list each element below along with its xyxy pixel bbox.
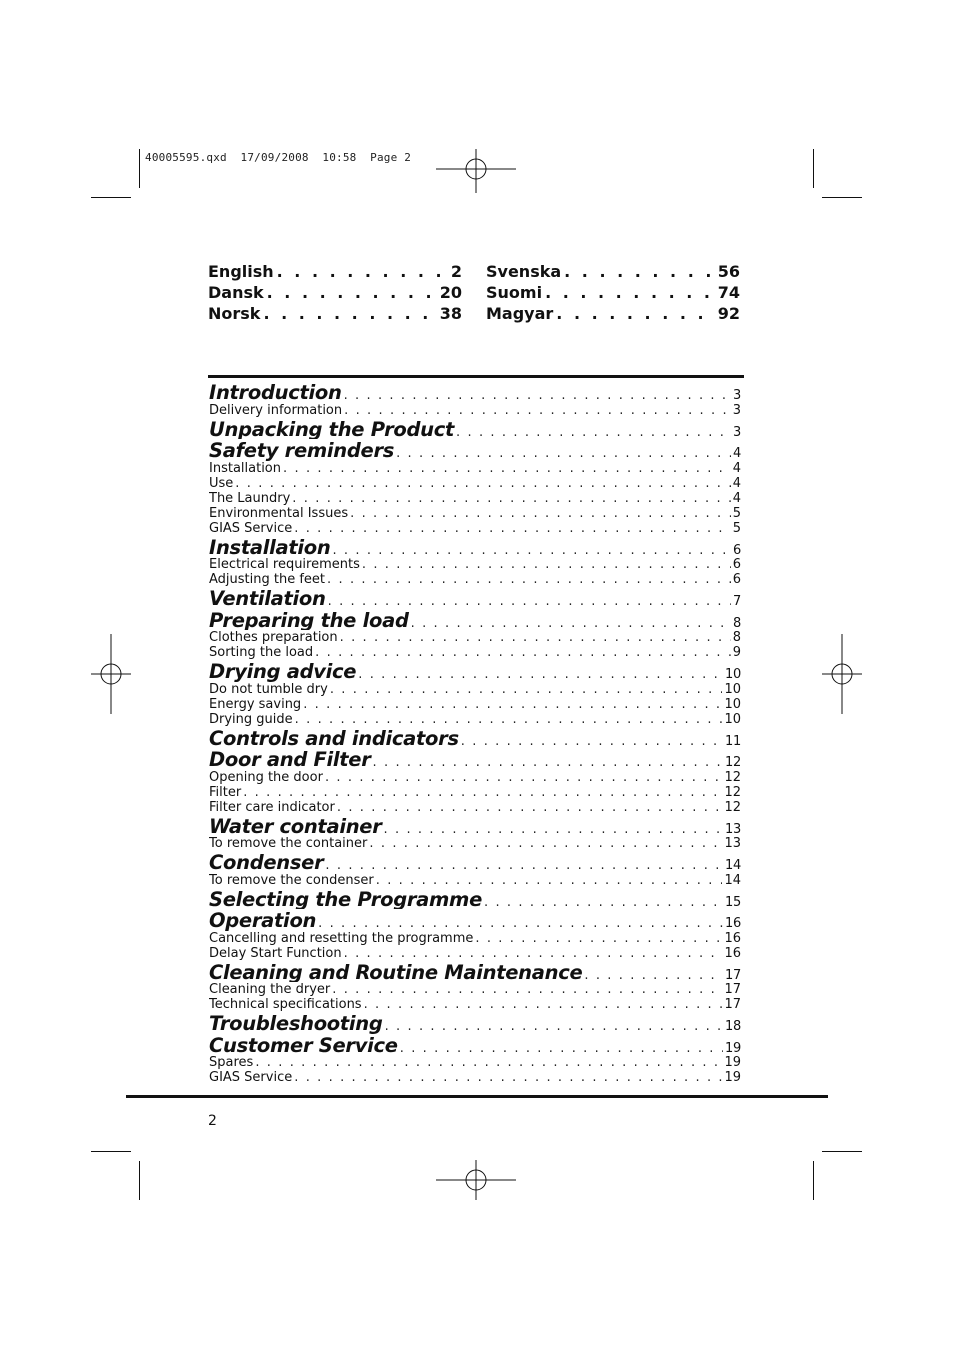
dot-leader [376,873,723,888]
crop-mark-bottom-right-horizontal [822,1151,862,1152]
crop-mark-bottom-left-horizontal [91,1151,131,1152]
toc-top-rule [208,375,744,378]
dot-leader [283,461,731,476]
toc-heading-entry[interactable] [209,1034,742,1056]
dot-leader [584,968,723,983]
dot-leader [461,734,723,749]
crop-mark-top-left-vertical [139,149,140,188]
toc-title: Installation [209,460,282,476]
language-entry[interactable] [486,283,740,304]
toc-page: 4 [732,490,741,506]
toc-sub-entry[interactable] [209,982,742,997]
crop-mark-top-right-vertical [813,149,814,188]
toc-title: Selecting the Programme [209,887,482,909]
dot-leader [243,785,722,800]
toc-page: 3 [732,402,741,418]
crop-mark-bottom-left-vertical [139,1161,140,1200]
dot-leader [332,543,731,558]
toc-page: 14 [725,858,741,873]
toc-page: 16 [724,930,741,946]
toc-page: 10 [724,681,741,697]
toc-title: Drying guide [209,711,293,727]
toc-title: Troubleshooting [209,1012,383,1034]
dot-leader [475,931,722,946]
dot-leader [411,616,731,631]
dot-leader [325,858,723,873]
dot-leader [545,283,715,302]
toc-page: 17 [724,982,741,997]
language-entry[interactable] [486,262,740,283]
language-name: Suomi [486,283,543,302]
toc-sub-entry[interactable] [209,403,742,418]
toc-page: 17 [724,997,741,1012]
dot-leader [400,1041,723,1056]
toc-title: Adjusting the feet [209,572,326,587]
footer-rule [126,1095,828,1098]
toc-title: Controls and indicators [209,726,459,748]
language-name: Norsk [208,304,261,323]
dot-leader [318,916,723,931]
dot-leader [484,895,723,910]
toc-heading-entry[interactable] [209,727,742,749]
dot-leader [364,997,723,1012]
crop-mark-bottom-right-vertical [813,1161,814,1200]
toc-sub-entry[interactable] [209,931,742,946]
toc-title: Do not tumble dry [209,681,328,697]
toc-title: Operation [209,909,317,931]
toc-sub-entry[interactable] [209,1070,742,1085]
toc-page: 19 [725,1040,741,1055]
registration-mark-left-icon [91,634,131,714]
language-name: Magyar [486,304,554,323]
language-page: 20 [439,283,462,302]
toc-page: 6 [733,542,741,557]
toc-title: Condenser [209,851,324,873]
dot-leader [327,572,731,587]
toc-heading-entry[interactable] [209,660,742,682]
toc-page: 10 [725,667,741,682]
toc-sub-entry[interactable] [209,630,742,645]
toc-page: 5 [732,520,741,536]
language-entry[interactable] [208,262,462,283]
toc-sub-entry[interactable] [209,997,742,1012]
toc-title: Preparing the load [209,608,409,630]
toc-page: 19 [724,1070,741,1085]
toc-heading-entry[interactable] [209,439,742,461]
toc-heading-entry[interactable] [209,748,742,770]
toc-title: Delivery information [209,402,343,418]
crop-mark-top-left-horizontal [91,197,131,198]
toc-page: 10 [724,711,741,727]
toc-sub-entry[interactable] [209,770,742,785]
dot-leader [295,712,723,727]
toc-title: Sorting the load [209,645,314,660]
toc-page: 12 [724,769,741,785]
toc-page: 13 [724,836,741,851]
dot-leader [303,697,722,712]
toc-title: To remove the container [209,836,368,851]
language-name: English [208,262,274,281]
language-name: Svenska [486,262,562,281]
toc-page: 8 [732,630,741,645]
dot-leader [373,755,724,770]
toc-page: 4 [732,460,741,476]
dot-leader [277,262,448,281]
toc-title: Filter [209,784,242,800]
dot-leader [362,557,731,572]
dot-leader [556,304,714,323]
dot-leader [564,262,715,281]
toc-heading-entry[interactable] [209,909,742,931]
toc-title: Opening the door [209,769,323,785]
dot-leader [255,1055,722,1070]
toc-title: Drying advice [209,660,357,682]
toc-page: 17 [725,967,741,982]
toc-title: To remove the condenser [209,872,374,888]
dot-leader [350,506,731,521]
dot-leader [384,822,724,837]
toc-page: 13 [725,821,741,836]
toc-sub-entry[interactable] [209,873,742,888]
language-index [208,262,740,325]
toc-sub-entry[interactable] [209,682,742,697]
language-page: 92 [717,304,740,323]
toc-page: 12 [724,784,741,800]
table-of-contents [209,381,742,1085]
registration-mark-top-icon [436,149,516,193]
toc-sub-entry[interactable] [209,1055,742,1070]
toc-title: Technical specifications [209,997,362,1012]
toc-sub-entry[interactable] [209,712,742,727]
dot-leader [328,594,731,609]
toc-title: Safety reminders [209,439,395,461]
toc-title: Introduction [209,381,342,403]
dot-leader [315,645,731,660]
language-page: 2 [450,262,462,281]
toc-page: 12 [724,799,741,815]
toc-title: Cleaning the dryer [209,982,331,997]
page-number: 2 [208,1113,217,1129]
dot-leader [292,491,730,506]
toc-page: 12 [725,755,741,770]
toc-title: Spares [209,1055,254,1070]
toc-sub-entry[interactable] [209,836,742,851]
toc-sub-entry[interactable] [209,476,742,491]
toc-page: 4 [733,446,741,461]
toc-page: 6 [732,557,741,572]
dot-leader [263,304,436,323]
toc-sub-entry[interactable] [209,491,742,506]
dot-leader [340,630,731,645]
language-page: 38 [439,304,462,323]
toc-heading-entry[interactable] [209,961,742,983]
toc-title: Unpacking the Product [209,417,455,439]
crop-mark-top-right-horizontal [822,197,862,198]
dot-leader [344,403,731,418]
toc-title: Use [209,475,234,491]
toc-page: 15 [725,894,741,909]
dot-leader [337,800,723,815]
language-entry[interactable] [208,283,462,304]
toc-title: Customer Service [209,1033,398,1055]
toc-sub-entry[interactable] [209,461,742,476]
toc-heading-entry[interactable] [209,1012,742,1034]
toc-heading-entry[interactable] [209,888,742,910]
registration-mark-bottom-icon [436,1160,516,1200]
toc-title: Environmental Issues [209,505,349,521]
toc-page: 6 [732,572,741,587]
toc-title: Cleaning and Routine Maintenance [209,960,583,982]
toc-title: Installation [209,535,331,557]
dot-leader [385,1019,723,1034]
toc-sub-entry[interactable] [209,697,742,712]
toc-title: The Laundry [209,490,291,506]
dot-leader [267,283,437,302]
toc-page: 5 [732,505,741,521]
dot-leader [294,521,730,536]
toc-title: Cancelling and resetting the programme [209,930,474,946]
toc-sub-entry[interactable] [209,521,742,536]
toc-heading-entry[interactable] [209,536,742,558]
language-entry[interactable] [208,304,462,325]
toc-title: Clothes preparation [209,630,338,645]
toc-title: Ventilation [209,587,326,609]
toc-page: 16 [724,945,741,961]
dot-leader [344,946,723,961]
dot-leader [330,682,723,697]
dot-leader [235,476,730,491]
toc-sub-entry[interactable] [209,946,742,961]
dot-leader [456,425,731,440]
language-name: Dansk [208,283,264,302]
dot-leader [369,836,722,851]
toc-page: 16 [725,916,741,931]
toc-sub-entry[interactable] [209,645,742,660]
toc-heading-entry[interactable] [209,418,742,440]
registration-mark-right-icon [822,634,862,714]
toc-sub-entry[interactable] [209,572,742,587]
toc-page: 11 [725,733,741,748]
toc-title: GIAS Service [209,1070,293,1085]
language-page: 74 [717,283,740,302]
language-entry[interactable] [486,304,740,325]
dot-leader [396,446,731,461]
toc-heading-entry[interactable] [209,609,742,631]
toc-page: 19 [724,1055,741,1070]
toc-sub-entry[interactable] [209,800,742,815]
toc-title: Door and Filter [209,748,371,770]
toc-page: 14 [724,872,741,888]
toc-heading-entry[interactable] [209,815,742,837]
toc-page: 4 [732,475,741,491]
dot-leader [332,982,722,997]
toc-title: Water container [209,814,382,836]
toc-sub-entry[interactable] [209,557,742,572]
dot-leader [294,1070,722,1085]
toc-title: Energy saving [209,696,302,712]
toc-title: Delay Start Function [209,945,342,961]
toc-title: Electrical requirements [209,557,360,572]
toc-heading-entry[interactable] [209,381,742,403]
dot-leader [358,667,723,682]
language-page: 56 [717,262,740,281]
toc-title: GIAS Service [209,520,293,536]
toc-page: 18 [725,1019,741,1034]
print-slug: 40005595.qxd 17/09/2008 10:58 Page 2 [145,151,412,164]
toc-page: 7 [733,594,741,609]
toc-sub-entry[interactable] [209,785,742,800]
dot-leader [325,770,723,785]
toc-page: 10 [724,696,741,712]
toc-page: 3 [733,388,741,403]
toc-heading-entry[interactable] [209,851,742,873]
toc-page: 3 [733,424,741,439]
toc-heading-entry[interactable] [209,587,742,609]
dot-leader [344,388,731,403]
toc-page: 9 [732,645,741,660]
toc-page: 8 [733,615,741,630]
toc-sub-entry[interactable] [209,506,742,521]
toc-title: Filter care indicator [209,799,335,815]
